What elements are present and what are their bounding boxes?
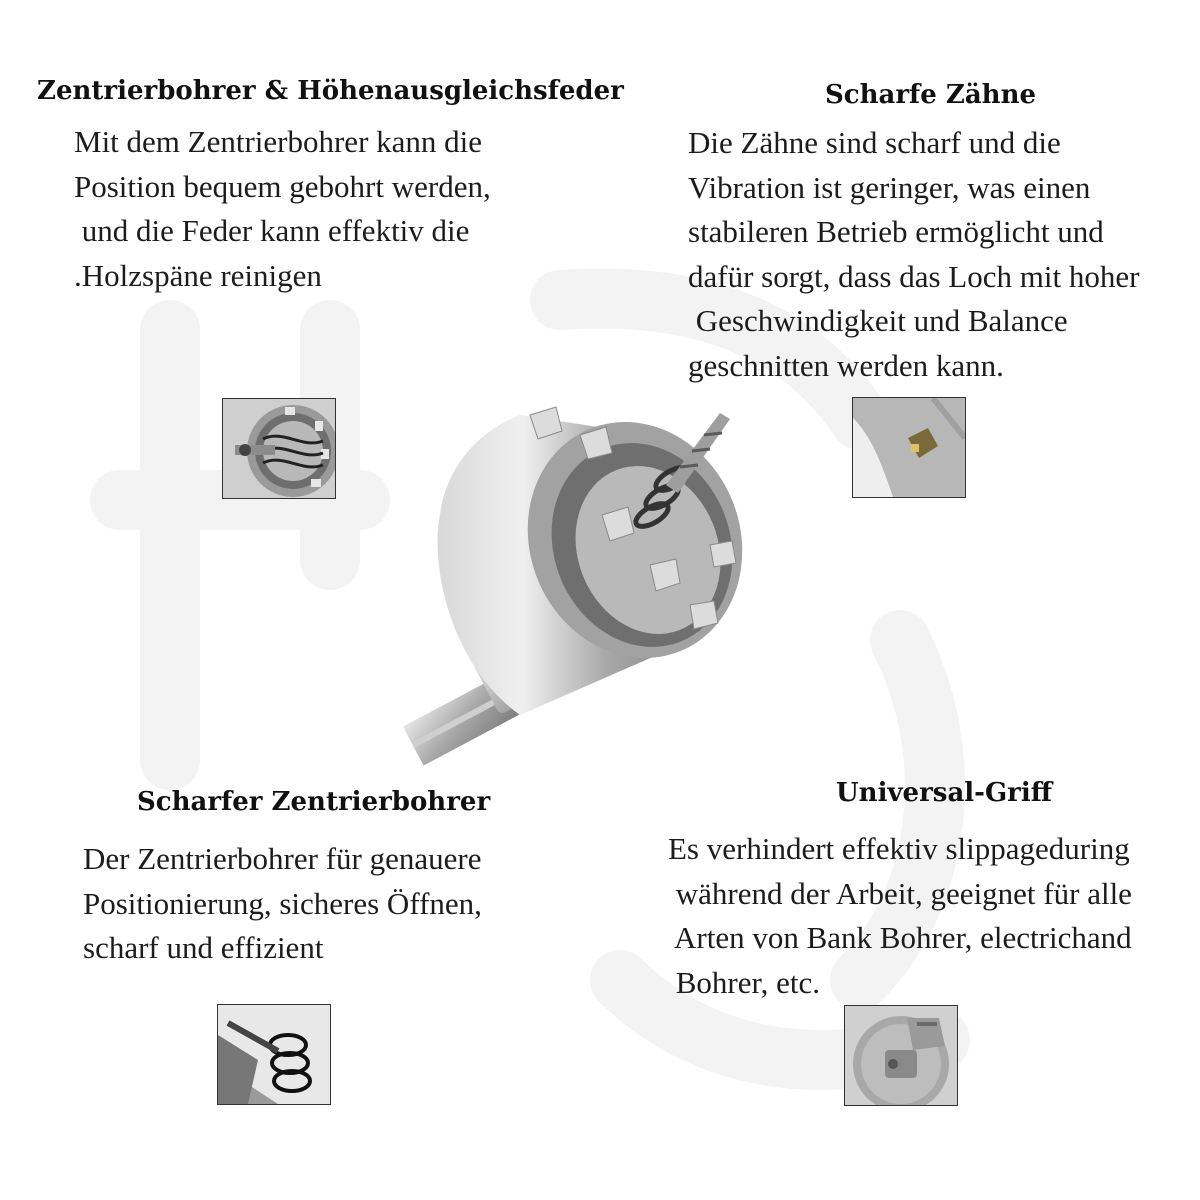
feature-text-centering-drill-spring: Mit dem Zentrierbohrer kann die Position bequem gebohrt werden, und die Feder kann effektiv die .Holzspäne reinigen: [74, 124, 491, 293]
feature-text-sharp-teeth: Die Zähne sind scharf und die Vibration ist geringer, was einen stabileren Betrieb ermöglicht und dafür sorgt, dass das Loch mit hoher Geschwindigkeit und Balance geschnitten werden kann.: [688, 125, 1140, 383]
feature-title-universal-grip: Universal-Griff: [836, 778, 1053, 808]
feature-text-sharp-centering-drill: Der Zentrierbohrer für genauere Positionierung, sicheres Öffnen, scharf und effizient: [83, 841, 482, 965]
feature-title-sharp-teeth: Scharfe Zähne: [825, 80, 1037, 110]
feature-text-universal-grip: Es verhindert effektiv slippageduring während der Arbeit, geeignet für alle Arten von Bank Bohrer, electrichand Bohrer, etc.: [668, 831, 1132, 1000]
thumbnail-universal-shank: [844, 1005, 958, 1106]
thumbnail-sharp-tooth: [852, 397, 966, 498]
feature-title-sharp-centering-drill: Scharfer Zentrierbohrer: [137, 787, 491, 817]
feature-title-centering-drill-spring: Zentrierbohrer & Höhenausgleichsfeder: [37, 76, 624, 106]
hole-saw-product-image: [380, 395, 800, 795]
thumbnail-centering-drill-tip: [217, 1004, 331, 1105]
thumbnail-hole-saw-spring: [222, 398, 336, 499]
